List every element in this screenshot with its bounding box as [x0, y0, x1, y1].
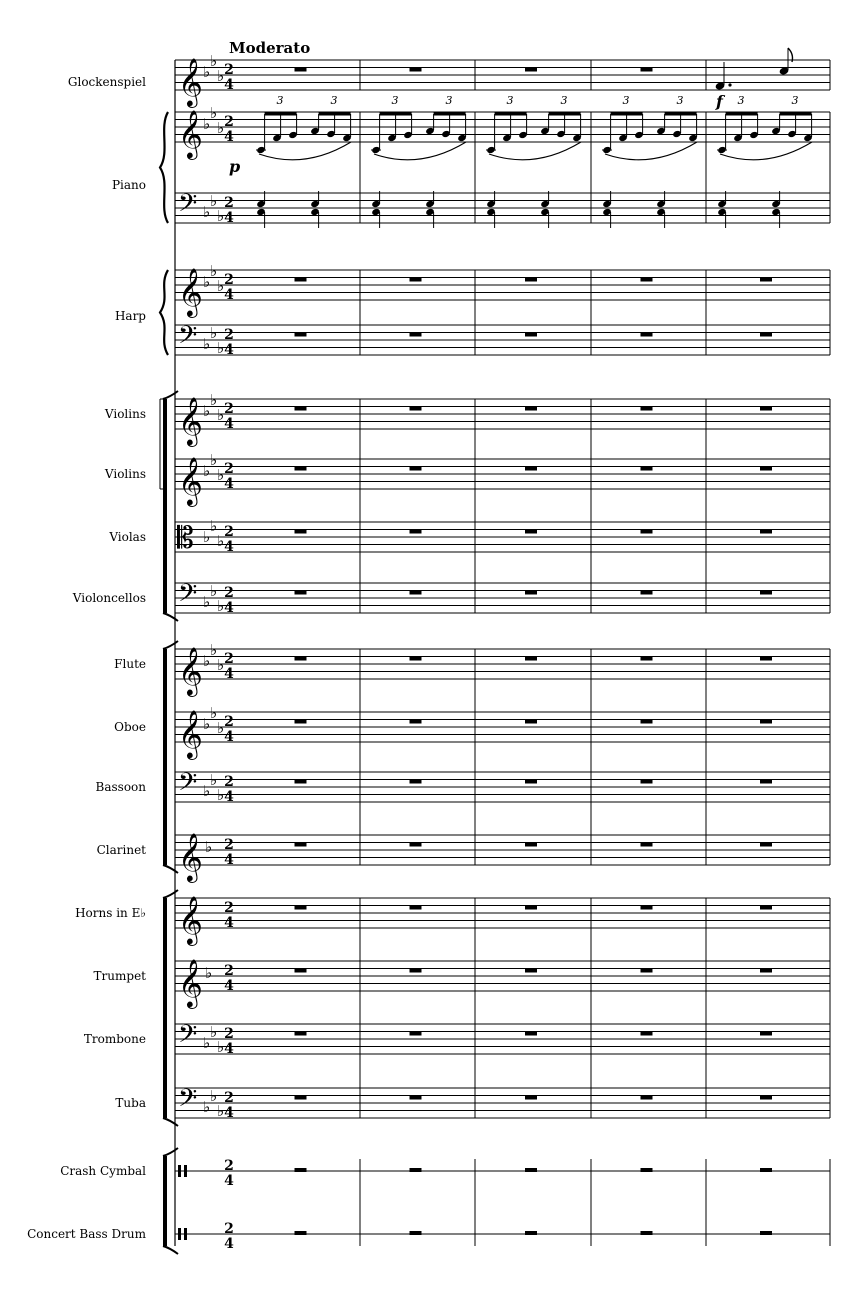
time-sig-denominator: 4	[224, 287, 234, 303]
time-sig-numerator: 2	[224, 524, 234, 540]
time-sig-numerator: 2	[224, 114, 234, 130]
strings-bracket	[163, 399, 167, 613]
key-flat-icon: ♭	[210, 704, 218, 722]
harp-brace	[160, 270, 168, 355]
key-flat-icon: ♭	[203, 715, 211, 733]
whole-rest	[410, 1168, 422, 1172]
whole-rest	[525, 843, 537, 847]
whole-rest	[295, 333, 307, 337]
key-flat-icon: ♭	[203, 203, 211, 221]
whole-rest	[641, 278, 653, 282]
percussion-bracket	[163, 1156, 167, 1246]
time-sig-numerator: 2	[224, 900, 234, 916]
time-sig-numerator: 2	[224, 401, 234, 417]
tuplet-number: 3	[506, 94, 514, 107]
slur	[720, 142, 812, 160]
treble-clef-icon: 𝄞	[178, 958, 203, 1007]
tempo-marking: Moderato	[229, 39, 311, 57]
whole-rest	[525, 467, 537, 471]
time-sig-denominator: 4	[224, 1105, 234, 1121]
percussion-clef-icon	[184, 1228, 187, 1240]
music-layer	[177, 48, 813, 1252]
key-flat-icon: ♭	[217, 119, 225, 137]
tuplet-number: 3	[622, 94, 630, 107]
key-flat-icon: ♭	[203, 273, 211, 291]
treble-clef-icon: 𝄞	[178, 646, 203, 695]
time-sig-denominator: 4	[224, 476, 234, 492]
whole-rest	[295, 1096, 307, 1100]
time-sig-numerator: 2	[224, 1158, 234, 1174]
whole-rest	[641, 333, 653, 337]
staff-label-oboe: Oboe	[114, 720, 146, 734]
whole-rest	[641, 657, 653, 661]
whole-rest	[295, 68, 307, 72]
time-sig-denominator: 4	[224, 978, 234, 994]
treble-clef-icon: 𝄞	[178, 109, 203, 158]
strings-bracket-bottom-hook	[163, 613, 178, 621]
brass-bracket-top-hook	[163, 890, 178, 898]
staff-label-glock: Glockenspiel	[67, 75, 146, 89]
time-sig-numerator: 2	[224, 714, 234, 730]
key-flat-icon: ♭	[203, 782, 211, 800]
time-sig-numerator: 2	[224, 327, 234, 343]
bass-clef-icon: 𝄢	[178, 189, 198, 224]
key-flat-icon: ♭	[203, 528, 211, 546]
whole-rest	[525, 68, 537, 72]
treble-clef-icon: 𝄞	[178, 832, 203, 881]
staff-label-violas: Violas	[109, 530, 146, 544]
bass-clef-icon: 𝄢	[178, 1084, 198, 1119]
time-sig-denominator: 4	[224, 1041, 234, 1057]
time-sig-denominator: 4	[224, 729, 234, 745]
time-sig-numerator: 2	[224, 272, 234, 288]
treble-clef-icon: 𝄞	[178, 396, 203, 445]
time-sig-denominator: 4	[224, 210, 234, 226]
piano-brace	[160, 112, 168, 223]
system-brackets	[160, 60, 178, 1254]
percussion-clef-icon	[178, 1165, 181, 1177]
time-sig-numerator: 2	[224, 195, 234, 211]
whole-rest	[295, 591, 307, 595]
whole-rest	[525, 720, 537, 724]
key-flat-icon: ♭	[210, 1023, 218, 1041]
whole-rest	[641, 1096, 653, 1100]
time-sig-denominator: 4	[224, 539, 234, 555]
key-flat-icon: ♭	[203, 335, 211, 353]
whole-rest	[760, 278, 772, 282]
time-sig-denominator: 4	[224, 416, 234, 432]
slur	[259, 142, 351, 160]
whole-rest	[295, 278, 307, 282]
time-sig-numerator: 2	[224, 837, 234, 853]
whole-rest	[295, 407, 307, 411]
key-flat-icon: ♭	[217, 719, 225, 737]
whole-rest	[760, 1168, 772, 1172]
whole-rest	[641, 969, 653, 973]
time-sig-denominator: 4	[224, 852, 234, 868]
key-flat-icon: ♭	[210, 391, 218, 409]
whole-rest	[410, 591, 422, 595]
whole-rest	[410, 278, 422, 282]
key-flat-icon: ♭	[205, 838, 213, 856]
instrument-labels	[27, 75, 147, 1241]
key-flat-icon: ♭	[203, 63, 211, 81]
barlines-layer	[360, 60, 830, 1246]
whole-rest	[760, 407, 772, 411]
time-sig-numerator: 2	[224, 62, 234, 78]
staff-label-horns: Horns in E♭	[75, 906, 146, 920]
key-flat-icon: ♭	[217, 656, 225, 674]
time-sig-denominator: 4	[224, 666, 234, 682]
treble-clef-icon: 𝄞	[178, 57, 203, 106]
key-flat-icon: ♭	[217, 406, 225, 424]
whole-rest	[760, 720, 772, 724]
time-sig-denominator: 4	[224, 600, 234, 616]
whole-rest	[641, 591, 653, 595]
whole-rest	[525, 1096, 537, 1100]
treble-clef-icon: 𝄞	[178, 267, 203, 316]
key-flat-icon: ♭	[210, 104, 218, 122]
whole-rest	[760, 530, 772, 534]
whole-rest	[525, 407, 537, 411]
whole-rest	[410, 906, 422, 910]
alto-clef-icon: 𝄡	[177, 521, 194, 556]
time-sig-numerator: 2	[224, 651, 234, 667]
key-flat-icon: ♭	[210, 641, 218, 659]
brass-bracket-bottom-hook	[163, 1118, 178, 1126]
tuplet-number: 3	[560, 94, 568, 107]
percussion-bracket-top-hook	[163, 1148, 178, 1156]
whole-rest	[641, 68, 653, 72]
key-flat-icon: ♭	[217, 277, 225, 295]
whole-rest	[641, 780, 653, 784]
whole-rest	[410, 969, 422, 973]
key-flat-icon: ♭	[210, 192, 218, 210]
whole-rest	[760, 1032, 772, 1036]
tuplet-number: 3	[737, 94, 745, 107]
key-flat-icon: ♭	[217, 466, 225, 484]
staff-label-trombone: Trombone	[83, 1032, 146, 1046]
whole-rest	[410, 333, 422, 337]
staff-label-piano-rh: Piano	[111, 178, 146, 192]
time-sig-numerator: 2	[224, 461, 234, 477]
strings-bracket-top-hook	[163, 391, 178, 399]
whole-rest	[410, 1096, 422, 1100]
whole-rest	[410, 1032, 422, 1036]
bass-clef-icon: 𝄢	[178, 321, 198, 356]
staff-label-bassdrum: Concert Bass Drum	[27, 1227, 146, 1241]
whole-rest	[641, 407, 653, 411]
treble-clef-icon: 𝄞	[178, 895, 203, 944]
key-flat-icon: ♭	[217, 339, 225, 357]
whole-rest	[760, 467, 772, 471]
time-sig-denominator: 4	[224, 129, 234, 145]
staff-label-violins1: Violins	[104, 407, 146, 421]
key-flat-icon: ♭	[203, 462, 211, 480]
key-flat-icon: ♭	[217, 786, 225, 804]
whole-rest	[410, 657, 422, 661]
percussion-bracket-bottom-hook	[163, 1246, 178, 1254]
time-sig-denominator: 4	[224, 77, 234, 93]
key-flat-icon: ♭	[217, 207, 225, 225]
key-flat-icon: ♭	[217, 1102, 225, 1120]
slur	[489, 142, 581, 160]
key-flat-icon: ♭	[203, 1098, 211, 1116]
time-sig-numerator: 2	[224, 1090, 234, 1106]
key-flat-icon: ♭	[203, 593, 211, 611]
staves-layer	[175, 60, 830, 1234]
key-flat-icon: ♭	[217, 532, 225, 550]
whole-rest	[410, 530, 422, 534]
key-flat-icon: ♭	[210, 262, 218, 280]
whole-rest	[525, 591, 537, 595]
whole-rest	[295, 1168, 307, 1172]
slur	[605, 142, 697, 160]
percussion-clef-icon	[184, 1165, 187, 1177]
time-sig-numerator: 2	[224, 585, 234, 601]
key-flat-icon: ♭	[210, 52, 218, 70]
time-sig-numerator: 2	[224, 774, 234, 790]
time-sig-denominator: 4	[224, 342, 234, 358]
tuplet-number: 3	[676, 94, 684, 107]
whole-rest	[641, 530, 653, 534]
slur	[374, 142, 466, 160]
staff-label-crash: Crash Cymbal	[60, 1164, 146, 1178]
bass-clef-icon: 𝄢	[178, 768, 198, 803]
tuplet-number: 3	[276, 94, 284, 107]
whole-rest	[295, 969, 307, 973]
whole-rest	[641, 467, 653, 471]
whole-rest	[525, 1032, 537, 1036]
key-flat-icon: ♭	[210, 1087, 218, 1105]
key-flat-icon: ♭	[203, 115, 211, 133]
whole-rest	[760, 591, 772, 595]
tuplet-number: 3	[330, 94, 338, 107]
key-flat-icon: ♭	[210, 771, 218, 789]
whole-rest	[641, 1168, 653, 1172]
bass-clef-icon: 𝄢	[178, 579, 198, 614]
bass-clef-icon: 𝄢	[178, 1020, 198, 1055]
whole-rest	[410, 1231, 422, 1235]
staff-label-bassoon: Bassoon	[95, 780, 146, 794]
whole-rest	[410, 407, 422, 411]
whole-rest	[525, 906, 537, 910]
whole-rest	[295, 780, 307, 784]
staff-label-violins2: Violins	[104, 467, 146, 481]
dynamic-forte: f	[716, 92, 723, 111]
key-flat-icon: ♭	[203, 652, 211, 670]
whole-rest	[760, 333, 772, 337]
whole-rest	[295, 530, 307, 534]
key-flat-icon: ♭	[217, 67, 225, 85]
woodwinds-bracket	[163, 649, 167, 865]
key-flat-icon: ♭	[205, 964, 213, 982]
whole-rest	[525, 1231, 537, 1235]
staff-label-trumpet: Trumpet	[93, 969, 146, 983]
whole-rest	[760, 780, 772, 784]
time-sig-numerator: 2	[224, 1026, 234, 1042]
whole-rest	[525, 278, 537, 282]
tuplet-number: 3	[391, 94, 399, 107]
key-flat-icon: ♭	[203, 1034, 211, 1052]
time-sig-denominator: 4	[224, 1236, 234, 1252]
whole-rest	[295, 1231, 307, 1235]
whole-rest	[760, 906, 772, 910]
whole-rest	[525, 780, 537, 784]
whole-rest	[525, 333, 537, 337]
dynamic-piano: p	[229, 157, 241, 176]
whole-rest	[525, 1168, 537, 1172]
key-flat-icon: ♭	[210, 517, 218, 535]
staff-label-cellos: Violoncellos	[72, 591, 146, 605]
whole-rest	[641, 1231, 653, 1235]
key-flat-icon: ♭	[217, 1038, 225, 1056]
whole-rest	[410, 467, 422, 471]
woodwinds-bracket-bottom-hook	[163, 865, 178, 873]
whole-rest	[410, 68, 422, 72]
staff-label-clarinet: Clarinet	[96, 843, 146, 857]
whole-rest	[641, 843, 653, 847]
time-sig-denominator: 4	[224, 1173, 234, 1189]
whole-rest	[525, 530, 537, 534]
whole-rest	[760, 657, 772, 661]
key-flat-icon: ♭	[210, 324, 218, 342]
woodwinds-bracket-top-hook	[163, 641, 178, 649]
time-sig-numerator: 2	[224, 1221, 234, 1237]
time-sig-numerator: 2	[224, 963, 234, 979]
whole-rest	[760, 1231, 772, 1235]
whole-rest	[295, 906, 307, 910]
time-sig-denominator: 4	[224, 915, 234, 931]
whole-rest	[295, 467, 307, 471]
whole-rest	[295, 1032, 307, 1036]
tuplet-number: 3	[445, 94, 453, 107]
whole-rest	[410, 843, 422, 847]
whole-rest	[760, 969, 772, 973]
treble-clef-icon: 𝄞	[178, 709, 203, 758]
brass-bracket	[163, 898, 167, 1118]
staff-label-tuba: Tuba	[115, 1096, 146, 1110]
tuplet-number: 3	[791, 94, 799, 107]
percussion-clef-icon	[178, 1228, 181, 1240]
whole-rest	[410, 720, 422, 724]
whole-rest	[410, 780, 422, 784]
whole-rest	[295, 720, 307, 724]
key-flat-icon: ♭	[217, 597, 225, 615]
staff-label-harp-rh: Harp	[114, 309, 146, 323]
glock-dot	[728, 83, 731, 86]
whole-rest	[641, 720, 653, 724]
treble-clef-icon: 𝄞	[178, 456, 203, 505]
whole-rest	[525, 969, 537, 973]
whole-rest	[641, 906, 653, 910]
time-sig-denominator: 4	[224, 789, 234, 805]
key-flat-icon: ♭	[210, 582, 218, 600]
whole-rest	[295, 657, 307, 661]
key-flat-icon: ♭	[210, 451, 218, 469]
staff-label-flute: Flute	[114, 657, 146, 671]
whole-rest	[295, 843, 307, 847]
key-flat-icon: ♭	[203, 402, 211, 420]
whole-rest	[641, 1032, 653, 1036]
whole-rest	[760, 1096, 772, 1100]
whole-rest	[760, 843, 772, 847]
whole-rest	[525, 657, 537, 661]
